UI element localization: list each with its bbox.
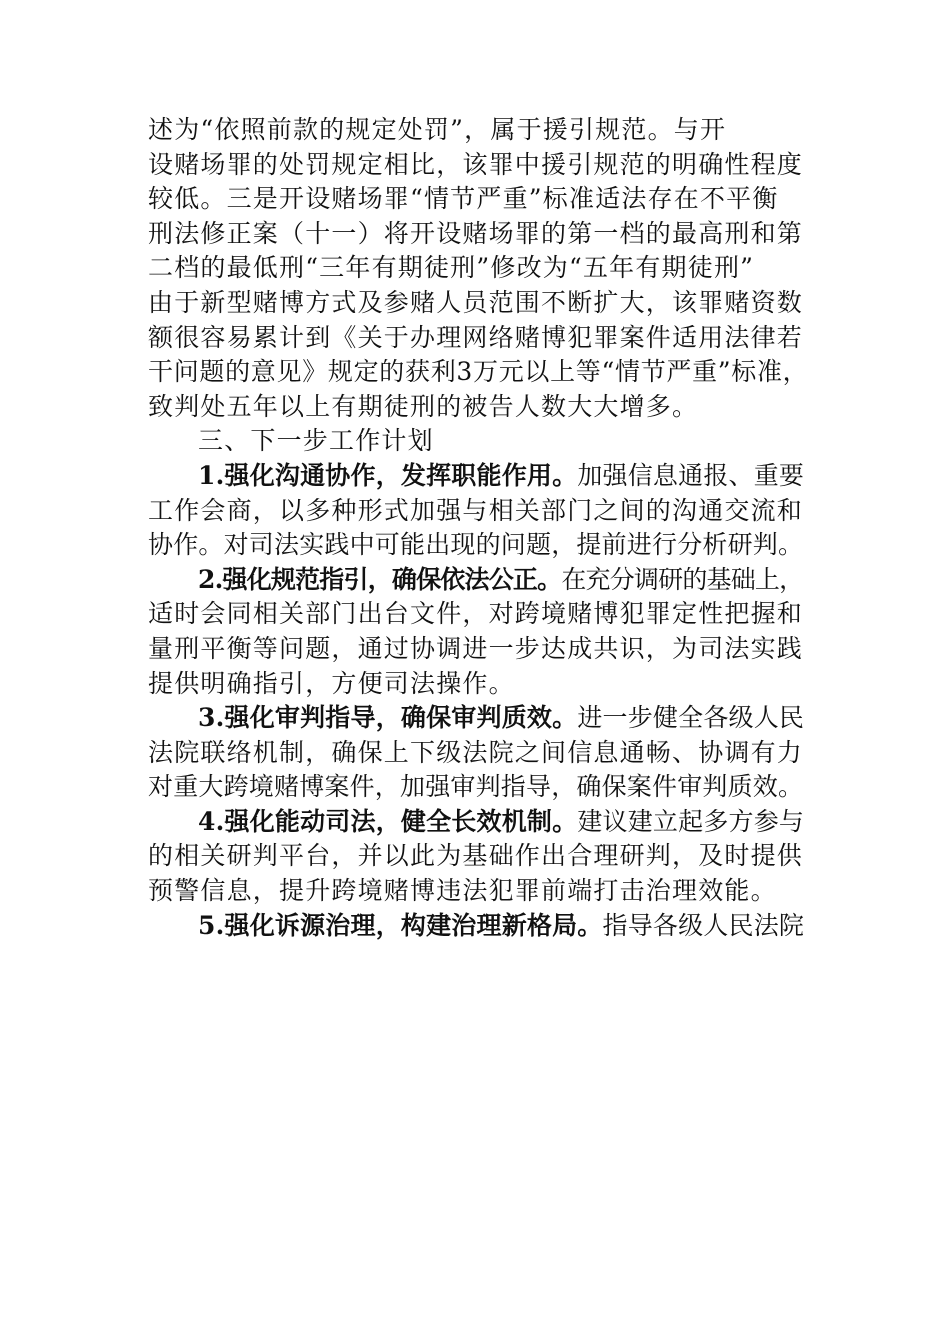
list-item — [148, 909, 808, 944]
list-item — [148, 805, 808, 909]
section-heading: 三、下一步工作计划 — [198, 426, 434, 456]
text-line: 预警信息，提升跨境赌博违法犯罪前端打击治理效能。 — [148, 876, 777, 906]
list-item — [148, 701, 808, 805]
item-text: 建议建立起多方参与 — [577, 806, 805, 836]
text-line: 刑法修正案（十一）将开设赌场罪的第一档的最高刑和第 — [148, 218, 804, 248]
item-text: 进一步健全各级人民 — [577, 703, 805, 733]
text-line: 干问题的意见》规定的获利3万元以上等“情节严重”标准， — [148, 357, 809, 387]
text-line — [148, 563, 808, 598]
list-item — [148, 563, 808, 701]
text-line: 致判处五年以上有期徒刑的被告人数大大增多。 — [148, 391, 699, 421]
item-heading: 4.强化能动司法，健全长效机制。 — [198, 806, 578, 836]
text-line: 额很容易累计到《关于办理网络赌博犯罪案件适用法律若 — [148, 322, 804, 352]
text-line — [148, 701, 808, 736]
text-line: 协作。对司法实践中可能出现的问题，提前进行分析研判。 — [148, 530, 804, 560]
item-text: 加强信息通报、重要 — [577, 460, 805, 490]
text-line: 的相关研判平台，并以此为基础作出合理研判，及时提供 — [148, 841, 804, 871]
text-line: 较低。三是开设赌场罪“情节严重”标准适法存在不平衡 — [148, 184, 779, 214]
paragraph-continued — [148, 113, 808, 424]
item-text: 在充分调研的基础上， — [561, 564, 804, 594]
text-line — [148, 459, 808, 494]
list-item — [148, 459, 808, 563]
document-page — [148, 113, 808, 943]
text-line — [148, 909, 808, 944]
item-heading: 2.强化规范指引，确保依法公正。 — [198, 564, 562, 594]
text-line: 法院联络机制，确保上下级法院之间信息通畅、协调有力 — [148, 737, 804, 767]
text-line: 对重大跨境赌博案件，加强审判指导，确保案件审判质效。 — [148, 772, 804, 802]
text-line: 由于新型赌博方式及参赌人员范围不断扩大，该罪赌资数 — [148, 287, 804, 317]
item-heading: 1.强化沟通协作，发挥职能作用。 — [198, 460, 578, 490]
text-line: 适时会同相关部门出台文件，对跨境赌博犯罪定性把握和 — [148, 599, 804, 629]
text-line: 量刑平衡等问题，通过协调进一步达成共识，为司法实践 — [148, 633, 804, 663]
text-line: 设赌场罪的处罚规定相比，该罪中援引规范的明确性程度 — [148, 149, 804, 179]
text-line: 二档的最低刑“三年有期徒刑”修改为“五年有期徒刑” — [148, 253, 755, 283]
text-line: 提供明确指引，方便司法操作。 — [148, 668, 515, 698]
text-line: 工作会商，以多种形式加强与相关部门之间的沟通交流和 — [148, 495, 804, 525]
text-line: 述为“依照前款的规定处罚”，属于援引规范。与开 — [148, 115, 727, 144]
text-line — [148, 805, 808, 840]
item-heading: 3.强化审判指导，确保审判质效。 — [198, 703, 578, 733]
item-text: 指导各级人民法院 — [602, 910, 805, 940]
item-heading: 5.强化诉源治理，构建治理新格局。 — [198, 910, 603, 940]
